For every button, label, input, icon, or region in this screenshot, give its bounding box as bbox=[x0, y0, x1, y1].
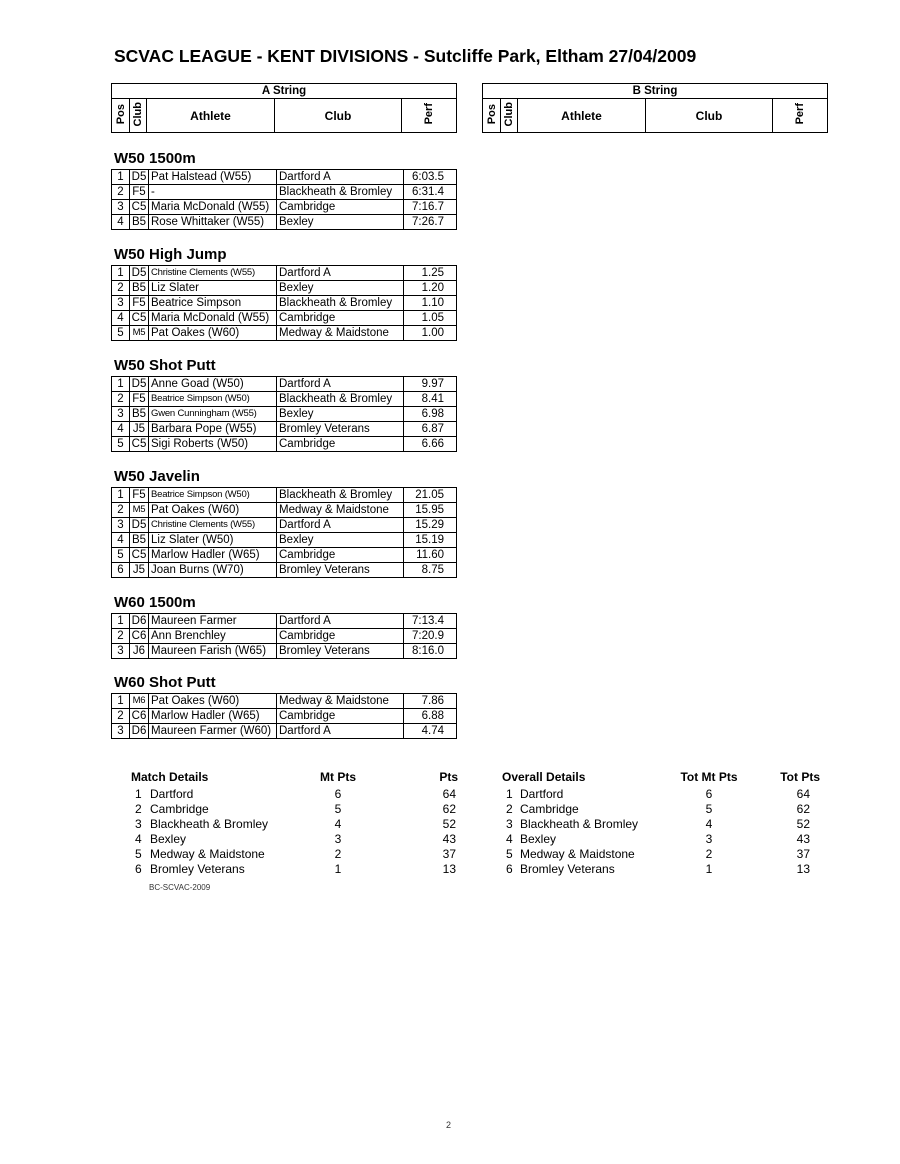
athlete-cell: Gwen Cunningham (W55) bbox=[149, 407, 277, 422]
event-title: W50 Shot Putt bbox=[114, 357, 216, 374]
event-title: W60 1500m bbox=[114, 594, 196, 611]
mt-pts-cell: 4 bbox=[334, 816, 342, 831]
performance-cell: 4.74 bbox=[404, 724, 457, 739]
overall-details-title: Overall Details bbox=[502, 769, 586, 784]
club-cell: Dartford A bbox=[277, 724, 404, 739]
club-code-cell: J6 bbox=[130, 644, 149, 659]
mt-pts-cell: 6 bbox=[705, 786, 713, 801]
table-row bbox=[112, 215, 457, 230]
pts-cell: 37 bbox=[442, 846, 456, 861]
performance-cell: 15.29 bbox=[404, 518, 457, 533]
club-code-cell: C6 bbox=[130, 709, 149, 724]
mt-pts-cell: 4 bbox=[705, 816, 713, 831]
position-cell: 3 bbox=[112, 644, 130, 659]
mt-pts-cell: 3 bbox=[334, 831, 342, 846]
athlete-cell: Pat Oakes (W60) bbox=[149, 694, 277, 709]
club-cell: Cambridge bbox=[277, 548, 404, 563]
position-cell: 5 bbox=[112, 437, 130, 452]
team-cell: Dartford bbox=[150, 786, 194, 801]
table-row bbox=[112, 644, 457, 659]
tot-pts-header: Tot Pts bbox=[780, 769, 820, 784]
a-string-header bbox=[111, 83, 457, 133]
team-cell: Medway & Maidstone bbox=[520, 846, 635, 861]
club-code-cell: J5 bbox=[130, 422, 149, 437]
position-cell: 2 bbox=[112, 281, 130, 296]
performance-cell: 6.87 bbox=[404, 422, 457, 437]
club-code-cell: F5 bbox=[130, 185, 149, 200]
event-results-table bbox=[111, 487, 457, 578]
club-code-cell: F5 bbox=[130, 392, 149, 407]
club-code-cell: B5 bbox=[130, 533, 149, 548]
performance-cell: 15.19 bbox=[404, 533, 457, 548]
club-code-cell: B5 bbox=[130, 407, 149, 422]
event-results-table bbox=[111, 693, 457, 739]
position-cell: 1 bbox=[112, 170, 130, 185]
club-cell: Bromley Veterans bbox=[277, 422, 404, 437]
table-row bbox=[112, 377, 457, 392]
table-row bbox=[112, 311, 457, 326]
rank-cell: 3 bbox=[506, 816, 513, 831]
club-cell: Cambridge bbox=[277, 709, 404, 724]
athlete-header: Athlete bbox=[518, 99, 646, 133]
club-code-cell: J5 bbox=[130, 563, 149, 578]
table-row bbox=[112, 281, 457, 296]
club-code-cell: M5 bbox=[130, 326, 149, 341]
performance-cell: 6:03.5 bbox=[404, 170, 457, 185]
b-string-header bbox=[482, 83, 828, 133]
list-item bbox=[131, 846, 460, 861]
event-results-table bbox=[111, 376, 457, 452]
mt-pts-cell: 5 bbox=[705, 801, 713, 816]
club-cell: Dartford A bbox=[277, 518, 404, 533]
rank-cell: 1 bbox=[506, 786, 513, 801]
athlete-cell: Pat Oakes (W60) bbox=[149, 326, 277, 341]
rank-cell: 4 bbox=[135, 831, 142, 846]
club-cell: Blackheath & Bromley bbox=[277, 392, 404, 407]
position-cell: 6 bbox=[112, 563, 130, 578]
position-cell: 2 bbox=[112, 629, 130, 644]
table-row bbox=[112, 266, 457, 281]
club-cell: Blackheath & Bromley bbox=[277, 488, 404, 503]
list-item bbox=[131, 861, 460, 876]
table-row bbox=[112, 533, 457, 548]
club-cell: Dartford A bbox=[277, 170, 404, 185]
athlete-cell: Rose Whittaker (W55) bbox=[149, 215, 277, 230]
club-code-cell: M6 bbox=[130, 694, 149, 709]
perf-header: Perf bbox=[423, 103, 436, 125]
pos-header: Pos bbox=[114, 103, 127, 125]
event-title: W50 1500m bbox=[114, 150, 196, 167]
athlete-cell: Pat Oakes (W60) bbox=[149, 503, 277, 518]
pts-cell: 62 bbox=[442, 801, 456, 816]
performance-cell: 11.60 bbox=[404, 548, 457, 563]
performance-cell: 8:16.0 bbox=[404, 644, 457, 659]
athlete-header: Athlete bbox=[147, 99, 275, 133]
club-code-cell: C5 bbox=[130, 437, 149, 452]
club-cell: Medway & Maidstone bbox=[277, 326, 404, 341]
rank-cell: 4 bbox=[506, 831, 513, 846]
club-code-cell: C5 bbox=[130, 548, 149, 563]
club-cell: Medway & Maidstone bbox=[277, 694, 404, 709]
club-code-cell: C5 bbox=[130, 311, 149, 326]
list-item bbox=[502, 816, 824, 831]
athlete-cell: Barbara Pope (W55) bbox=[149, 422, 277, 437]
performance-cell: 6.88 bbox=[404, 709, 457, 724]
list-item bbox=[502, 846, 824, 861]
team-cell: Blackheath & Bromley bbox=[150, 816, 269, 831]
club-code-cell: B5 bbox=[130, 281, 149, 296]
club-code-cell: F5 bbox=[130, 296, 149, 311]
club-cell: Cambridge bbox=[277, 311, 404, 326]
list-item bbox=[502, 801, 824, 816]
mt-pts-cell: 3 bbox=[705, 831, 713, 846]
mt-pts-cell: 1 bbox=[334, 861, 342, 876]
club-cell: Medway & Maidstone bbox=[277, 503, 404, 518]
team-cell: Bexley bbox=[520, 831, 557, 846]
club-header: Club bbox=[646, 99, 773, 133]
team-cell: Cambridge bbox=[150, 801, 209, 816]
athlete-cell: Maria McDonald (W55) bbox=[149, 200, 277, 215]
position-cell: 1 bbox=[112, 694, 130, 709]
event-title: W60 Shot Putt bbox=[114, 674, 216, 691]
event-title: W50 Javelin bbox=[114, 468, 200, 485]
athlete-cell: Christine Clements (W55) bbox=[149, 266, 277, 281]
position-cell: 2 bbox=[112, 709, 130, 724]
athlete-cell: Maria McDonald (W55) bbox=[149, 311, 277, 326]
club-cell: Blackheath & Bromley bbox=[277, 185, 404, 200]
club-cell: Bexley bbox=[277, 281, 404, 296]
table-row bbox=[112, 614, 457, 629]
position-cell: 3 bbox=[112, 518, 130, 533]
position-cell: 2 bbox=[112, 185, 130, 200]
pts-header: Pts bbox=[439, 769, 458, 784]
performance-cell: 21.05 bbox=[404, 488, 457, 503]
performance-cell: 7:26.7 bbox=[404, 215, 457, 230]
pts-cell: 52 bbox=[796, 816, 810, 831]
performance-cell: 6.66 bbox=[404, 437, 457, 452]
mt-pts-header: Mt Pts bbox=[320, 769, 356, 784]
table-row bbox=[112, 170, 457, 185]
club-cell: Cambridge bbox=[277, 629, 404, 644]
club-code-cell: D6 bbox=[130, 724, 149, 739]
overall-details-table bbox=[502, 769, 824, 876]
perf-header: Perf bbox=[794, 103, 807, 125]
event-title: W50 High Jump bbox=[114, 246, 227, 263]
mt-pts-cell: 5 bbox=[334, 801, 342, 816]
position-cell: 4 bbox=[112, 422, 130, 437]
list-item bbox=[502, 861, 824, 876]
match-details-table bbox=[131, 769, 460, 876]
club-code-cell: B5 bbox=[130, 215, 149, 230]
position-cell: 2 bbox=[112, 392, 130, 407]
club-cell: Dartford A bbox=[277, 614, 404, 629]
pts-cell: 52 bbox=[442, 816, 456, 831]
list-item bbox=[131, 831, 460, 846]
club-cell: Cambridge bbox=[277, 437, 404, 452]
team-cell: Dartford bbox=[520, 786, 564, 801]
position-cell: 4 bbox=[112, 311, 130, 326]
table-row bbox=[112, 563, 457, 578]
pts-cell: 13 bbox=[442, 861, 456, 876]
position-cell: 5 bbox=[112, 548, 130, 563]
table-row bbox=[112, 422, 457, 437]
table-row bbox=[112, 296, 457, 311]
table-row bbox=[112, 407, 457, 422]
rank-cell: 5 bbox=[135, 846, 142, 861]
performance-cell: 6:31.4 bbox=[404, 185, 457, 200]
pts-cell: 43 bbox=[796, 831, 810, 846]
performance-cell: 1.25 bbox=[404, 266, 457, 281]
rank-cell: 2 bbox=[135, 801, 142, 816]
pts-cell: 64 bbox=[442, 786, 456, 801]
club-code-cell: F5 bbox=[130, 488, 149, 503]
club-cell: Bexley bbox=[277, 407, 404, 422]
position-cell: 1 bbox=[112, 488, 130, 503]
rank-cell: 3 bbox=[135, 816, 142, 831]
club-code-header: Club bbox=[132, 101, 144, 127]
athlete-cell: Beatrice Simpson (W50) bbox=[149, 488, 277, 503]
athlete-cell: Beatrice Simpson bbox=[149, 296, 277, 311]
rank-cell: 6 bbox=[506, 861, 513, 876]
page-title: SCVAC LEAGUE - KENT DIVISIONS - Sutcliffe Park, Eltham 27/04/2009 bbox=[114, 46, 697, 66]
team-cell: Cambridge bbox=[520, 801, 579, 816]
mt-pts-cell: 1 bbox=[705, 861, 713, 876]
table-row bbox=[112, 724, 457, 739]
mt-pts-cell: 2 bbox=[334, 846, 342, 861]
performance-cell: 7:16.7 bbox=[404, 200, 457, 215]
team-cell: Bromley Veterans bbox=[150, 861, 245, 876]
performance-cell: 8.75 bbox=[404, 563, 457, 578]
rank-cell: 5 bbox=[506, 846, 513, 861]
club-cell: Bexley bbox=[277, 215, 404, 230]
club-code-cell: D5 bbox=[130, 266, 149, 281]
performance-cell: 7:13.4 bbox=[404, 614, 457, 629]
performance-cell: 1.10 bbox=[404, 296, 457, 311]
club-code-cell: D5 bbox=[130, 377, 149, 392]
club-code-cell: D5 bbox=[130, 170, 149, 185]
position-cell: 1 bbox=[112, 614, 130, 629]
performance-cell: 15.95 bbox=[404, 503, 457, 518]
club-code-header: Club bbox=[503, 101, 515, 127]
position-cell: 1 bbox=[112, 266, 130, 281]
performance-cell: 1.20 bbox=[404, 281, 457, 296]
rank-cell: 6 bbox=[135, 861, 142, 876]
athlete-cell: Liz Slater bbox=[149, 281, 277, 296]
performance-cell: 8.41 bbox=[404, 392, 457, 407]
event-results-table bbox=[111, 613, 457, 659]
team-cell: Bromley Veterans bbox=[520, 861, 615, 876]
position-cell: 2 bbox=[112, 503, 130, 518]
club-cell: Bromley Veterans bbox=[277, 563, 404, 578]
page-number: 2 bbox=[446, 1120, 452, 1130]
team-cell: Bexley bbox=[150, 831, 187, 846]
table-row bbox=[112, 694, 457, 709]
table-row bbox=[112, 326, 457, 341]
club-code-cell: C5 bbox=[130, 200, 149, 215]
athlete-cell: - bbox=[149, 185, 277, 200]
event-results-table bbox=[111, 169, 457, 230]
club-cell: Cambridge bbox=[277, 200, 404, 215]
table-row bbox=[112, 709, 457, 724]
position-cell: 3 bbox=[112, 724, 130, 739]
a-string-label: A String bbox=[112, 84, 457, 99]
performance-cell: 9.97 bbox=[404, 377, 457, 392]
club-cell: Bromley Veterans bbox=[277, 644, 404, 659]
athlete-cell: Maureen Farmer bbox=[149, 614, 277, 629]
b-string-label: B String bbox=[483, 84, 828, 99]
table-row bbox=[112, 518, 457, 533]
table-row bbox=[112, 488, 457, 503]
club-cell: Dartford A bbox=[277, 266, 404, 281]
list-item bbox=[502, 831, 824, 846]
performance-cell: 6.98 bbox=[404, 407, 457, 422]
table-row bbox=[112, 503, 457, 518]
athlete-cell: Joan Burns (W70) bbox=[149, 563, 277, 578]
position-cell: 5 bbox=[112, 326, 130, 341]
list-item bbox=[131, 816, 460, 831]
athlete-cell: Marlow Hadler (W65) bbox=[149, 548, 277, 563]
pos-header: Pos bbox=[485, 103, 498, 125]
position-cell: 4 bbox=[112, 533, 130, 548]
pts-cell: 13 bbox=[796, 861, 810, 876]
athlete-cell: Anne Goad (W50) bbox=[149, 377, 277, 392]
list-item bbox=[131, 801, 460, 816]
rank-cell: 1 bbox=[135, 786, 142, 801]
club-code-cell: D5 bbox=[130, 518, 149, 533]
rank-cell: 2 bbox=[506, 801, 513, 816]
table-row bbox=[112, 437, 457, 452]
performance-cell: 7.86 bbox=[404, 694, 457, 709]
position-cell: 3 bbox=[112, 200, 130, 215]
list-item bbox=[131, 786, 460, 801]
athlete-cell: Ann Brenchley bbox=[149, 629, 277, 644]
pts-cell: 43 bbox=[442, 831, 456, 846]
athlete-cell: Maureen Farmer (W60) bbox=[149, 724, 277, 739]
performance-cell: 1.05 bbox=[404, 311, 457, 326]
club-cell: Dartford A bbox=[277, 377, 404, 392]
performance-cell: 1.00 bbox=[404, 326, 457, 341]
mt-pts-cell: 2 bbox=[705, 846, 713, 861]
table-row bbox=[112, 548, 457, 563]
athlete-cell: Pat Halstead (W55) bbox=[149, 170, 277, 185]
athlete-cell: Christine Clements (W55) bbox=[149, 518, 277, 533]
position-cell: 3 bbox=[112, 407, 130, 422]
athlete-cell: Maureen Farish (W65) bbox=[149, 644, 277, 659]
list-item bbox=[502, 786, 824, 801]
club-code-cell: D6 bbox=[130, 614, 149, 629]
club-code-cell: C6 bbox=[130, 629, 149, 644]
footer-code: BC-SCVAC-2009 bbox=[149, 883, 211, 892]
pts-cell: 64 bbox=[796, 786, 810, 801]
table-row bbox=[112, 392, 457, 407]
position-cell: 4 bbox=[112, 215, 130, 230]
club-header: Club bbox=[275, 99, 402, 133]
club-cell: Blackheath & Bromley bbox=[277, 296, 404, 311]
club-code-cell: M5 bbox=[130, 503, 149, 518]
tot-mt-pts-header: Tot Mt Pts bbox=[680, 769, 738, 784]
pts-cell: 62 bbox=[796, 801, 810, 816]
table-row bbox=[112, 200, 457, 215]
club-cell: Bexley bbox=[277, 533, 404, 548]
mt-pts-cell: 6 bbox=[334, 786, 342, 801]
pts-cell: 37 bbox=[796, 846, 810, 861]
athlete-cell: Marlow Hadler (W65) bbox=[149, 709, 277, 724]
match-details-title: Match Details bbox=[131, 769, 209, 784]
table-row bbox=[112, 185, 457, 200]
team-cell: Blackheath & Bromley bbox=[520, 816, 639, 831]
athlete-cell: Beatrice Simpson (W50) bbox=[149, 392, 277, 407]
event-results-table bbox=[111, 265, 457, 341]
team-cell: Medway & Maidstone bbox=[150, 846, 265, 861]
position-cell: 1 bbox=[112, 377, 130, 392]
athlete-cell: Liz Slater (W50) bbox=[149, 533, 277, 548]
performance-cell: 7:20.9 bbox=[404, 629, 457, 644]
table-row bbox=[112, 629, 457, 644]
position-cell: 3 bbox=[112, 296, 130, 311]
athlete-cell: Sigi Roberts (W50) bbox=[149, 437, 277, 452]
